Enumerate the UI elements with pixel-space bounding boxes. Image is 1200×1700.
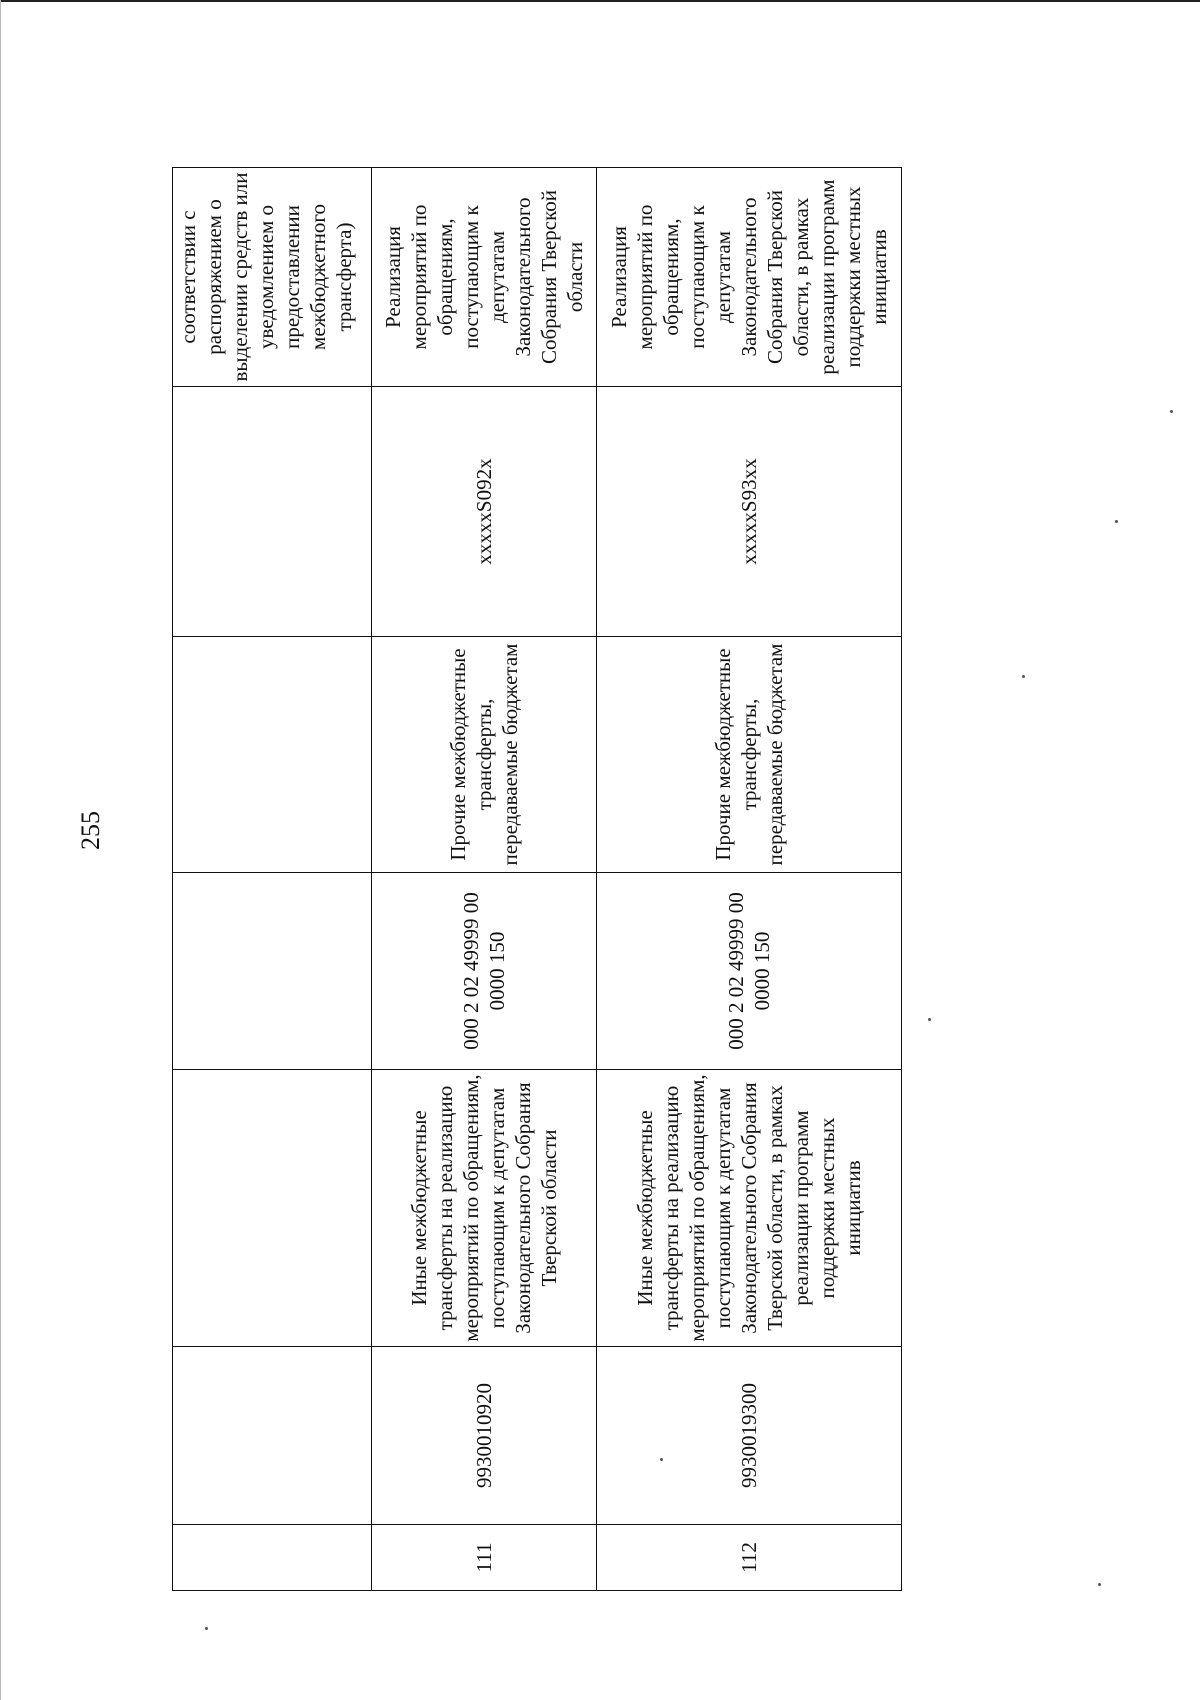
cell-kbk: 000 2 02 49999 00 0000 150 xyxy=(597,873,902,1070)
cell-kbk: 000 2 02 49999 00 0000 150 xyxy=(372,873,597,1070)
cell-name: Иные межбюджетные трансферты на реализацию мероприятий по обращениям, поступающим к депутатам Законодательного Собрания Тверской области xyxy=(372,1070,597,1347)
cell-target-code xyxy=(173,387,372,637)
cell-kbk xyxy=(173,873,372,1070)
cell-target-code: xxxxxS092x xyxy=(372,387,597,637)
cell-transfer-type xyxy=(173,637,372,873)
cell-purpose: соответствии с распоряжением о выделении средств или уведомлением о предоставлении межбюджетного трансферта) xyxy=(173,168,372,387)
cell-code: 9930019300 xyxy=(597,1347,902,1525)
page-top-edge xyxy=(0,0,1200,2)
scan-speck xyxy=(1098,1583,1101,1586)
page-number: 255 xyxy=(76,811,105,850)
document-table-rotated xyxy=(172,168,901,1591)
cell-num xyxy=(173,1525,372,1591)
cell-transfer-type: Прочие межбюджетные трансферты, передаваемые бюджетам xyxy=(372,637,597,873)
cell-code: 9930010920 xyxy=(372,1347,597,1525)
scan-speck xyxy=(1170,410,1173,413)
transfers-table xyxy=(172,167,902,1591)
cell-purpose: Реализация мероприятий по обращениям, поступающим к депутатам Законодательного Собрания Тверской области xyxy=(372,168,597,387)
cell-name: Иные межбюджетные трансферты на реализацию мероприятий по обращениям, поступающим к депутатам Законодательного Собрания Тверской области, в рамках реализации программ поддержки местных инициатив xyxy=(597,1070,902,1347)
scan-speck xyxy=(660,1458,663,1461)
page-left-edge xyxy=(0,0,1,1700)
cell-name xyxy=(173,1070,372,1347)
scan-speck xyxy=(205,1627,208,1630)
scan-speck xyxy=(1022,675,1025,678)
table-row xyxy=(597,168,902,1591)
cell-num: 112 xyxy=(597,1525,902,1591)
table-row xyxy=(372,168,597,1591)
cell-purpose: Реализация мероприятий по обращениям, поступающим к депутатам Законодательного Собрания Тверской области, в рамках реализации программ поддержки местных инициатив xyxy=(597,168,902,387)
cell-transfer-type: Прочие межбюджетные трансферты, передаваемые бюджетам xyxy=(597,637,902,873)
scan-speck xyxy=(928,1018,931,1021)
scan-speck xyxy=(1115,520,1118,523)
table-row xyxy=(173,168,372,1591)
cell-target-code: xxxxxS93xx xyxy=(597,387,902,637)
cell-code xyxy=(173,1347,372,1525)
cell-num: 111 xyxy=(372,1525,597,1591)
